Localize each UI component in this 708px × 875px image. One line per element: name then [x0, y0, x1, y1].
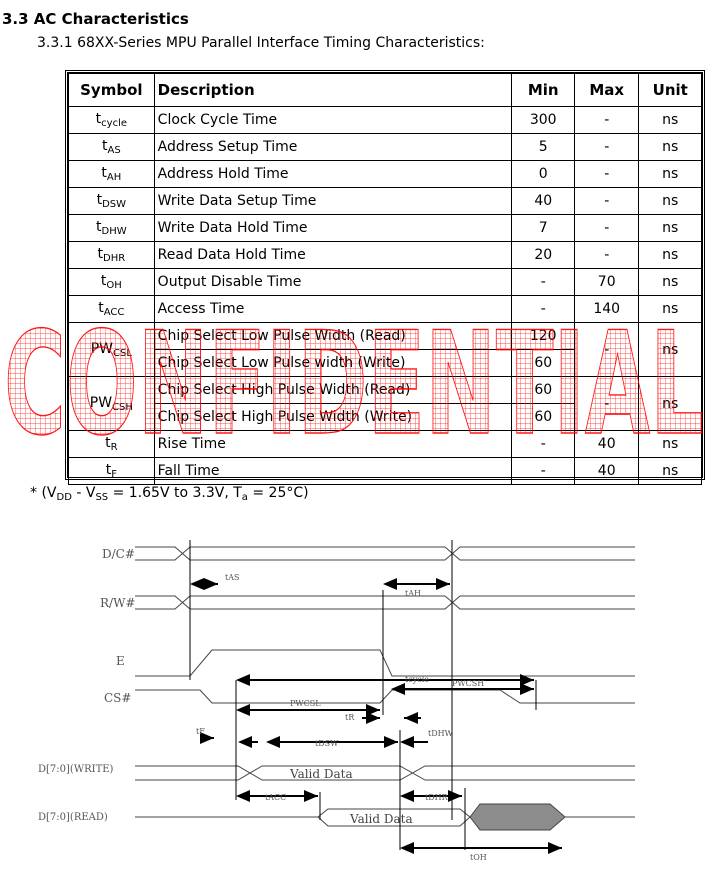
header-min: Min: [512, 74, 574, 107]
label-toh: tOH: [470, 853, 487, 862]
header-unit: Unit: [639, 74, 702, 107]
symbol-cell: $PW_{CSH}$: [69, 377, 155, 431]
description-cell: Chip Select High Pulse Width (Write): [154, 404, 512, 431]
table-row: [69, 296, 702, 323]
max-cell: -: [574, 377, 639, 431]
max-cell: 70: [574, 269, 639, 296]
symbol-cell: $t_{AS}$: [69, 134, 155, 161]
description-cell: Clock Cycle Time: [154, 107, 512, 134]
header-description: Description: [154, 74, 512, 107]
description-cell: Chip Select Low Pulse width (Write): [154, 350, 512, 377]
min-cell: 120: [512, 323, 574, 350]
max-cell: -: [574, 107, 639, 134]
min-cell: 7: [512, 215, 574, 242]
description-cell: Read Data Hold Time: [154, 242, 512, 269]
label-tdhw: tDHW: [428, 729, 453, 738]
description-cell: Chip Select High Pulse Width (Read): [154, 377, 512, 404]
unit-cell: ns: [639, 377, 702, 431]
label-tacc: tACC: [265, 793, 287, 802]
table-row: [69, 134, 702, 161]
description-cell: Rise Time: [154, 431, 512, 458]
max-cell: -: [574, 242, 639, 269]
min-cell: -: [512, 458, 574, 485]
min-cell: 60: [512, 350, 574, 377]
signal-read: D[7:0](READ): [38, 812, 108, 823]
max-cell: 40: [574, 458, 639, 485]
signal-cs: CS#: [104, 691, 132, 705]
timing-table: [65, 70, 705, 480]
symbol-cell: $t_{cycle}$: [69, 107, 155, 134]
symbol-cell: $t_{ACC}$: [69, 296, 155, 323]
symbol-cell: $PW_{CSL}$: [69, 323, 155, 377]
symbol-cell: $t_{OH}$: [69, 269, 155, 296]
table-row: [69, 431, 702, 458]
header-max: Max: [574, 74, 639, 107]
max-cell: 140: [574, 296, 639, 323]
description-cell: Address Setup Time: [154, 134, 512, 161]
min-cell: 300: [512, 107, 574, 134]
symbol-cell: $t_{DHR}$: [69, 242, 155, 269]
conditions-note: * ($V_{DD} - V_{SS} = 1.65V$ to 3.3V, $T_a = 25^\circ C$): [30, 485, 309, 503]
unit-cell: ns: [639, 242, 702, 269]
table-row: [69, 377, 702, 404]
watermark-text: CONFIDENTIAL: [4, 318, 704, 448]
label-pwcsh: PWCSH: [452, 679, 485, 688]
description-cell: Write Data Hold Time: [154, 215, 512, 242]
label-tas: tAS: [225, 573, 240, 582]
signal-write: D[7:0](WRITE): [38, 764, 114, 775]
max-cell: -: [574, 188, 639, 215]
header-symbol: Symbol: [69, 74, 155, 107]
table-row: [69, 242, 702, 269]
timing-diagram: [0, 530, 708, 870]
description-cell: Chip Select Low Pulse Width (Read): [154, 323, 512, 350]
label-tdsw: tDSW: [315, 739, 339, 748]
unit-cell: ns: [639, 215, 702, 242]
signal-e: E: [116, 654, 125, 668]
table-row: [69, 458, 702, 485]
description-cell: Output Disable Time: [154, 269, 512, 296]
read-valid-data: Valid Data: [350, 812, 413, 826]
label-tr: tR: [345, 713, 355, 722]
min-cell: 60: [512, 404, 574, 431]
label-tah: tAH: [405, 589, 421, 598]
max-cell: -: [574, 134, 639, 161]
section-title: 3.3 AC Characteristics: [2, 10, 189, 28]
min-cell: 0: [512, 161, 574, 188]
max-cell: -: [574, 215, 639, 242]
min-cell: 40: [512, 188, 574, 215]
unit-cell: ns: [639, 107, 702, 134]
max-cell: -: [574, 161, 639, 188]
unit-cell: ns: [639, 134, 702, 161]
label-pwcsl: PWCSL: [290, 699, 321, 708]
label-tf: tF: [196, 727, 205, 736]
unit-cell: ns: [639, 188, 702, 215]
table-row: [69, 161, 702, 188]
description-cell: Address Hold Time: [154, 161, 512, 188]
unit-cell: ns: [639, 296, 702, 323]
description-cell: Fall Time: [154, 458, 512, 485]
unit-cell: ns: [639, 323, 702, 377]
unit-cell: ns: [639, 431, 702, 458]
symbol-cell: $t_{DHW}$: [69, 215, 155, 242]
max-cell: 40: [574, 431, 639, 458]
symbol-cell: $t_{DSW}$: [69, 188, 155, 215]
unit-cell: ns: [639, 269, 702, 296]
unit-cell: ns: [639, 458, 702, 485]
table-row: [69, 107, 702, 134]
table-header-row: [69, 74, 702, 107]
max-cell: -: [574, 323, 639, 377]
section-subtitle: 3.3.1 68XX-Series MPU Parallel Interface Timing Characteristics:: [37, 35, 485, 51]
description-cell: Write Data Setup Time: [154, 188, 512, 215]
table-row: [69, 215, 702, 242]
table-row: [69, 269, 702, 296]
signal-dc: D/C#: [102, 547, 135, 561]
symbol-cell: $t_R$: [69, 431, 155, 458]
signal-rw: R/W#: [100, 596, 136, 610]
symbol-cell: $t_F$: [69, 458, 155, 485]
write-valid-data: Valid Data: [290, 767, 353, 781]
min-cell: 5: [512, 134, 574, 161]
min-cell: -: [512, 269, 574, 296]
min-cell: -: [512, 431, 574, 458]
description-cell: Access Time: [154, 296, 512, 323]
min-cell: 60: [512, 377, 574, 404]
table-row: [69, 188, 702, 215]
min-cell: 20: [512, 242, 574, 269]
table-row: [69, 323, 702, 350]
label-tcycle: tcycle: [405, 675, 429, 684]
label-tdhr: tDHR: [425, 793, 448, 802]
unit-cell: ns: [639, 161, 702, 188]
symbol-cell: $t_{AH}$: [69, 161, 155, 188]
min-cell: -: [512, 296, 574, 323]
read-invalid-region: [470, 804, 565, 830]
